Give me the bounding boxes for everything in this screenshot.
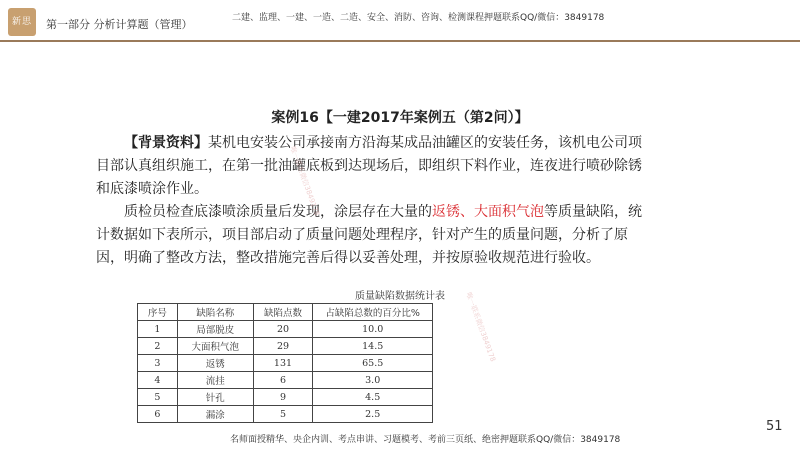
- table-cell: 20: [253, 321, 313, 338]
- top-contact-banner: 二建、监理、一建、一造、二造、安全、消防、咨询、检测课程押题联系QQ/微信：3849178: [232, 13, 605, 23]
- column-header: 缺陷点数: [253, 304, 313, 321]
- brand-logo: 新思: [8, 8, 36, 36]
- table-row: [138, 338, 433, 355]
- table-cell: 6: [253, 372, 313, 389]
- section-title: 第一部分 分析计算题（管理）: [46, 18, 193, 31]
- background-paragraph: [96, 132, 648, 201]
- footer-contact-banner: 名师面授精华、央企内训、考点串讲、习题模考、考前三页纸、绝密押题联系QQ/微信：3849178: [230, 435, 621, 445]
- table-cell: 大面积气泡: [177, 338, 253, 355]
- table-cell: 流挂: [177, 372, 253, 389]
- inspection-text-before: 质检员检查底漆喷涂质量后发现，涂层存在大量的: [124, 204, 432, 220]
- table-cell: 3: [138, 355, 178, 372]
- table-cell: 针孔: [177, 389, 253, 406]
- table-cell: 2: [138, 338, 178, 355]
- table-cell: 131: [253, 355, 313, 372]
- column-header: 缺陷名称: [177, 304, 253, 321]
- background-tag: 【背景资料】: [124, 135, 208, 151]
- table-row: [138, 355, 433, 372]
- table-row: [138, 372, 433, 389]
- inspection-text-after: 等质量缺陷，统计数据如下表所示，项目部启动了质量问题处理程序，针对产生的质量问题，分析了原因，明确了整改方法，整改措施完善后得以妥善处理，并按原验收规范进行验收。: [96, 204, 642, 266]
- defect-statistics-table: [137, 303, 433, 423]
- table-cell: 4.5: [313, 389, 433, 406]
- table-header-row: [138, 304, 433, 321]
- table-cell: 5: [253, 406, 313, 423]
- table-cell: 5: [138, 389, 178, 406]
- table-cell: 3.0: [313, 372, 433, 389]
- table-cell: 6: [138, 406, 178, 423]
- table-cell: 2.5: [313, 406, 433, 423]
- table-cell: 漏涂: [177, 406, 253, 423]
- table-cell: 4: [138, 372, 178, 389]
- table-cell: 局部脱皮: [177, 321, 253, 338]
- watermark-text: 唯一联系微信3849178: [464, 291, 497, 363]
- case-title: 案例16【一建2017年案例五（第2问）】: [271, 110, 529, 126]
- table-row: [138, 389, 433, 406]
- table-cell: 返锈: [177, 355, 253, 372]
- inspection-paragraph: [96, 201, 648, 270]
- defect-highlight: 返锈、大面积气泡: [432, 204, 544, 220]
- table-row: [138, 321, 433, 338]
- page-number: 51: [766, 419, 783, 434]
- table-cell: 10.0: [313, 321, 433, 338]
- table-cell: 9: [253, 389, 313, 406]
- column-header: 占缺陷总数的百分比%: [313, 304, 433, 321]
- table-row: [138, 406, 433, 423]
- table-cell: 1: [138, 321, 178, 338]
- column-header: 序号: [138, 304, 178, 321]
- table-cell: 29: [253, 338, 313, 355]
- table-caption: 质量缺陷数据统计表: [355, 291, 445, 302]
- table-cell: 14.5: [313, 338, 433, 355]
- table-cell: 65.5: [313, 355, 433, 372]
- watermark-text: 唯一联系微信3849178: [288, 145, 321, 217]
- header-divider: [0, 40, 800, 42]
- background-text: 某机电安装公司承接南方沿海某成品油罐区的安装任务，该机电公司项目部认真组织施工，在第一批油罐底板到达现场后，即组织下料作业，连夜进行喷砂除锈和底漆喷涂作业。: [96, 135, 642, 197]
